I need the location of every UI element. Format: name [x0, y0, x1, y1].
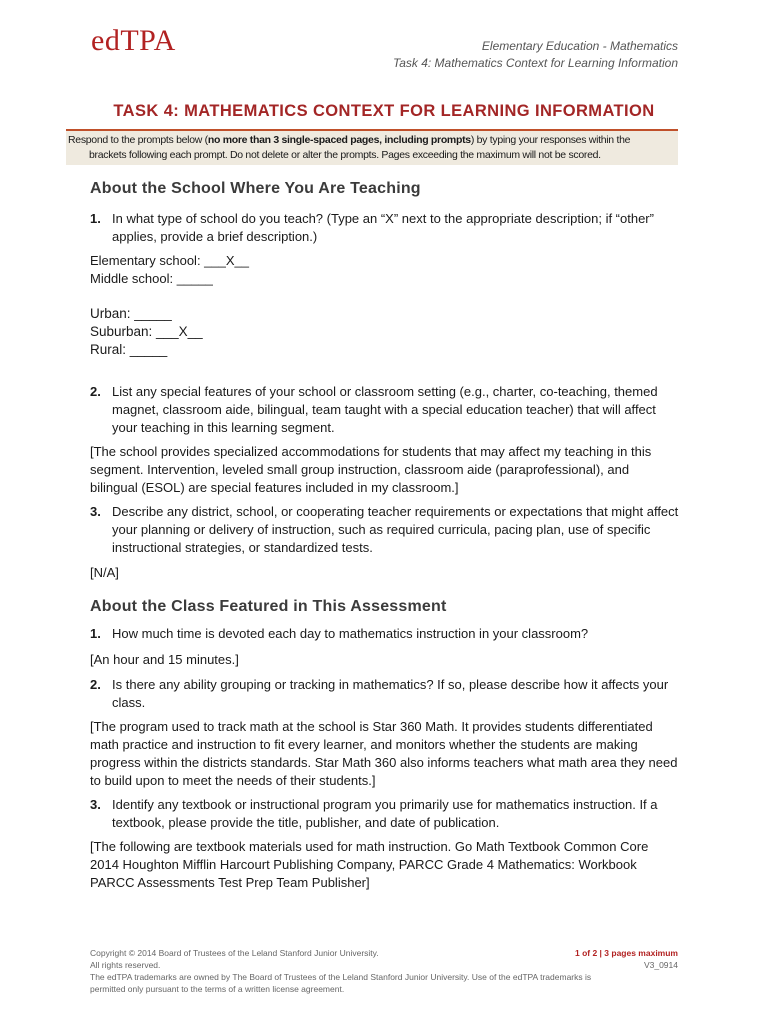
setting-answers: [90, 305, 680, 359]
instructions-line-2: brackets following each prompt. Do not delete or alter the prompts. Pages exceeding the maximum will not be scored.: [89, 149, 601, 161]
edtpa-logo: edTPA: [91, 24, 176, 57]
prompt-number: 1.: [90, 211, 101, 226]
prompt-school-type: [90, 210, 680, 246]
response-ability-grouping: [The program used to track math at the school is Star 360 Math. It provides students differentiated math practice and instruction to fit every learner, and monitors whether the students are making progress within the districts standards. Star Math 360 also informs teachers what math area they need to build upon to meet the needs of their students.]: [90, 719, 678, 788]
prompt-text: How much time is devoted each day to mathematics instruction in your classroom?: [112, 626, 589, 641]
page-title: TASK 4: MATHEMATICS CONTEXT FOR LEARNING INFORMATION: [113, 102, 655, 120]
prompt-special-features: [90, 383, 680, 437]
footer-copyright: Copyright © 2014 Board of Trustees of the Leland Stanford Junior University.: [90, 948, 379, 958]
footer-trademark: The edTPA trademarks are owned by The Board of Trustees of the Leland Stanford Junior University. Use of the edTPA trademarks is: [90, 972, 592, 982]
answer-middle: Middle school: _____: [90, 271, 213, 286]
page-number: 1 of 2 | 3 pages maximum: [574, 948, 678, 958]
response-special-features: [The school provides specialized accommodations for students that may affect my teaching in this segment. Intervention, leveled small group instruction, classroom aide (paraprofessional), and bilingual (ESOL) are special features included in my classroom.]: [90, 444, 652, 495]
page-header: [393, 38, 678, 72]
answer-rural: Rural: _____: [90, 342, 168, 357]
answer-suburban: Suburban: ___X__: [90, 324, 203, 339]
footer-rights: All rights reserved.: [90, 960, 161, 970]
instructions-box: [66, 131, 678, 165]
prompt-number: 3.: [90, 504, 101, 519]
header-task: Task 4: Mathematics Context for Learning Information: [392, 56, 678, 70]
response-requirements: [N/A]: [90, 565, 119, 580]
instructions-line-1: [68, 134, 630, 146]
prompt-ability-grouping: [90, 676, 680, 712]
section-heading-school: About the School Where You Are Teaching: [90, 180, 421, 197]
prompt-number: 3.: [90, 797, 101, 812]
footer-trademark-cont: permitted only pursuant to the terms of a written license agreement.: [90, 984, 345, 994]
prompt-text: Identify any textbook or instructional program you primarily use for mathematics instruction. If a textbook, please provide the title, publisher, and date of publication.: [112, 797, 658, 830]
prompt-number: 2.: [90, 677, 101, 692]
prompt-text: List any special features of your school or classroom setting (e.g., charter, co-teaching, themed magnet, classroom aide, bilingual, team taught with a special education teacher) that will affect your teaching in this learning segment.: [112, 384, 658, 435]
page-footer: [90, 947, 678, 995]
instructions-emphasis: no more than 3 single-spaced pages, including prompts: [207, 134, 471, 146]
school-type-answers: [90, 252, 680, 288]
prompt-text: Describe any district, school, or cooperating teacher requirements or expectations that might affect your planning or delivery of instruction, such as required curricula, pacing plan, use of specific instructional strategies, or standardized tests.: [112, 504, 679, 555]
response-instruction-time: [An hour and 15 minutes.]: [90, 652, 239, 667]
prompt-number: 1.: [90, 626, 101, 641]
prompt-number: 2.: [90, 384, 101, 399]
section-heading-class: About the Class Featured in This Assessment: [90, 598, 447, 615]
prompt-text: In what type of school do you teach? (Type an “X” next to the appropriate description; if “other” applies, provide a brief description.): [112, 211, 654, 244]
instructions-text: Respond to the prompts below (: [68, 134, 208, 146]
prompt-requirements: [90, 503, 680, 557]
version-code: V3_0914: [643, 960, 678, 970]
header-subject: Elementary Education - Mathematics: [481, 39, 678, 53]
footer-page-info: [575, 947, 678, 971]
answer-elementary: Elementary school: ___X__: [90, 253, 249, 268]
prompt-instruction-time: [90, 625, 680, 643]
prompt-text: Is there any ability grouping or tracking in mathematics? If so, please describe how it affects your class.: [112, 677, 669, 710]
answer-urban: Urban: _____: [90, 306, 172, 321]
prompt-textbook: [90, 796, 680, 832]
instructions-text: ) by typing your responses within the: [470, 134, 631, 146]
response-textbook: [The following are textbook materials used for math instruction. Go Math Textbook Common Core 2014 Houghton Mifflin Harcourt Publishing Company, PARCC Grade 4 Mathematics: Workbook PARCC Assessments Test Prep Team Publisher]: [90, 839, 649, 890]
